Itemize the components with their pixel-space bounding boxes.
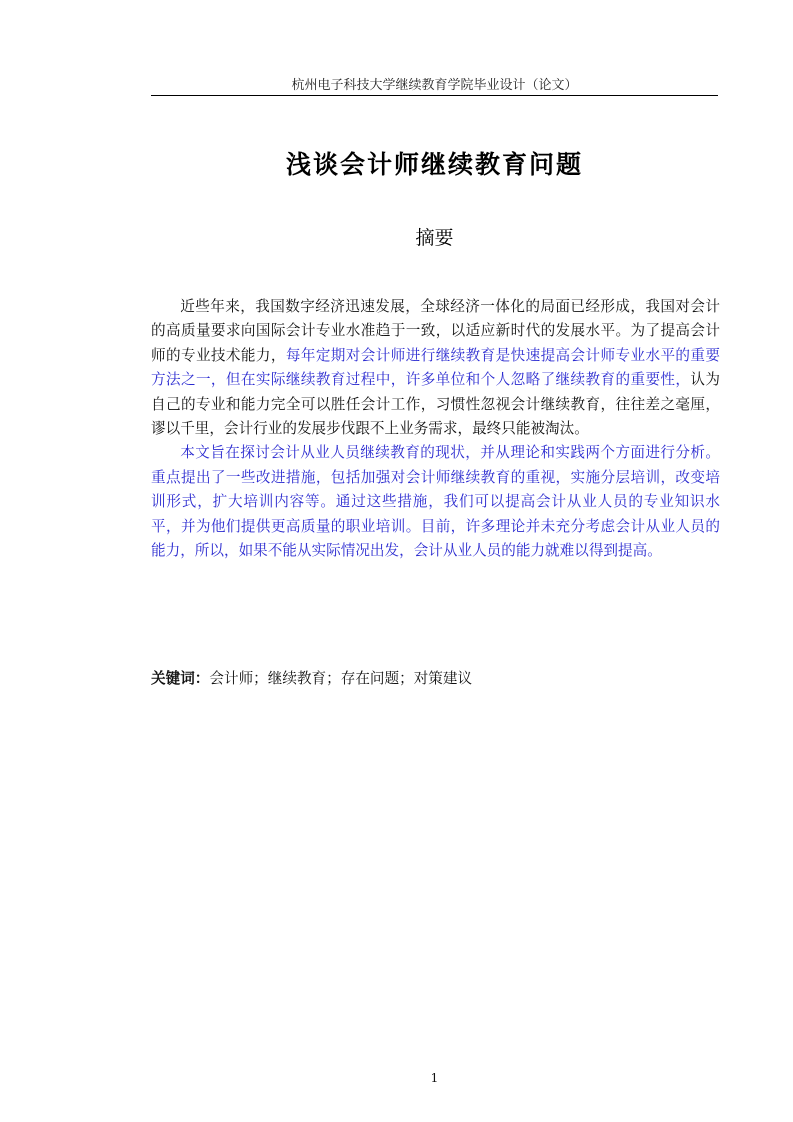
abstract-paragraph-1-part-3: 认为自己的专业和能力完全可以胜任会计工作，习惯性忽视会计继续教育，往往差之毫厘，谬以千里，会计行业的发展步伐跟不上业务需求，最终只能被淘汰。 xyxy=(151,371,720,438)
keywords-line xyxy=(151,667,720,691)
keywords-label: 关键词： xyxy=(151,670,210,687)
header-divider xyxy=(151,95,718,96)
abstract-paragraph-2: 本文旨在探讨会计从业人员继续教育的现状，并从理论和实践两个方面进行分析。重点提出了一些改进措施，包括加强对会计师继续教育的重视，实施分层培训，改变培训形式，扩大培训内容等。通过这些措施，我们可以提高会计从业人员的专业知识水平，并为他们提供更高质量的职业培训。目前，许多理论并未充分考虑会计从业人员的能力，所以，如果不能从实际情况出发，会计从业人员的能力就难以得到提高。 xyxy=(151,444,720,560)
abstract-heading: 摘要 xyxy=(415,227,454,249)
keywords-list: 会计师；继续教育；存在问题；对策建议 xyxy=(209,670,473,687)
document-title: 浅谈会计师继续教育问题 xyxy=(285,150,583,179)
page-number: 1 xyxy=(430,1071,439,1085)
abstract-paragraph-1-part-1: 近些年来，我国数字经济迅速发展，全球经济一体化的局面已经形成，我国对会计的高质量要求向国际会计专业水准趋于一致，以适应新时代的发展水平。为了提高会计师的专业技术能力， xyxy=(151,298,720,364)
abstract-paragraph-1 xyxy=(151,295,720,441)
running-header: 杭州电子科技大学继续教育学院毕业设计（论文） xyxy=(291,78,578,93)
abstract-body xyxy=(151,295,720,563)
abstract-paragraph-1-part-2: 每年定期对会计师进行继续教育是快速提高会计师专业水平的重要方法之一，但在实际继续教育过程中，许多单位和个人忽略了继续教育的重要性， xyxy=(151,346,720,389)
